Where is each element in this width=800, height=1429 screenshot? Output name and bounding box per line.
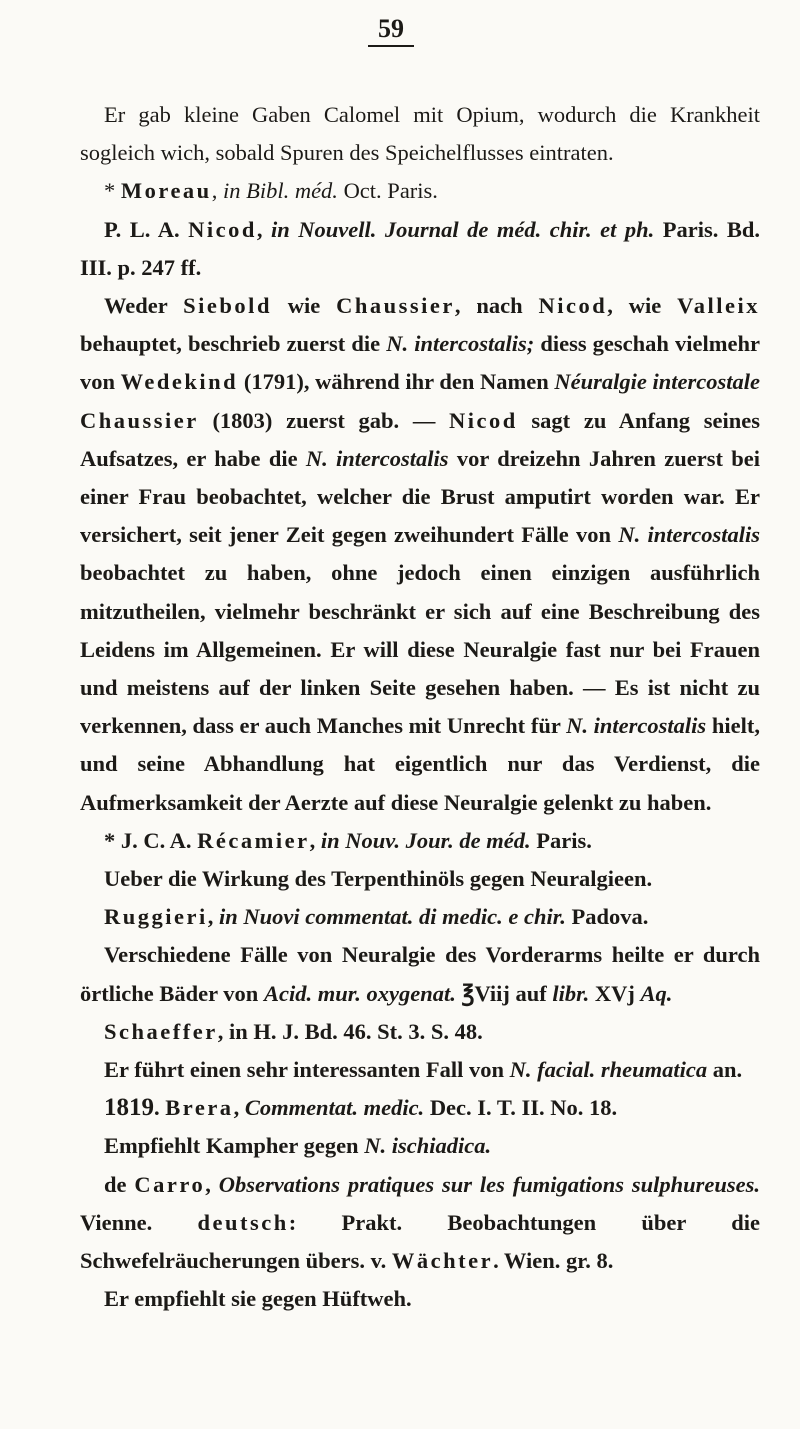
asterisk: * <box>104 178 121 204</box>
author-name: Schaeffer <box>104 1018 218 1044</box>
page-number: 59 <box>368 14 414 47</box>
journal-title: in Nuovi commentat. di medic. e chir. <box>219 904 566 930</box>
author-name: Carro <box>134 1171 206 1197</box>
reference-recamier: * J. C. A. Récamier, in Nouv. Jour. de méd. Paris. <box>104 827 592 853</box>
reference-carro: de Carro, Observations pratiques sur les fumigations sulphureuses. Vienne. deutsch: Prakt. Beobachtungen über die Schwefelräucherungen übers. v. Wächter. Wien. gr. 8. <box>80 1171 761 1274</box>
year-heading: 1819 <box>104 1094 154 1122</box>
remedy-term: Acid. mur. oxygenat. <box>263 980 456 1006</box>
author-name: Wächter <box>391 1248 494 1274</box>
disease-term: N. facial. rheumatica <box>509 1057 708 1083</box>
journal-title: in Nouvell. Journal de méd. chir. et ph. <box>270 216 655 242</box>
disease-term: Néuralgie intercostale <box>554 369 760 395</box>
disease-term: N. ischiadica. <box>364 1133 492 1159</box>
reference-brera: 1819. Brera, Commentat. medic. Dec. I. T. II. No. 18. <box>104 1094 618 1122</box>
author-name: Chaussier <box>336 293 455 319</box>
author-name: Siebold <box>183 293 272 319</box>
reference-moreau: * Moreau, in Bibl. méd. Oct. Paris. <box>104 178 438 204</box>
author-name: Chaussier <box>80 407 199 433</box>
journal-title: in Bibl. méd. <box>222 178 338 204</box>
paragraph-terpenthin: Ueber die Wirkung des Terpenthinöls gegen Neuralgieen. <box>104 866 653 892</box>
disease-term: N. intercostalis; <box>386 331 535 357</box>
paragraph-facial: Er führt einen sehr interessanten Fall von N. facial. rheumatica an. <box>104 1057 743 1083</box>
paragraph-intercostalis: Weder Siebold wie Chaussier, nach Nicod, wie Valleix behauptet, beschrieb zuerst die N. intercostalis; diess geschah vielmehr von Wedekind (1791), während ihr den Namen Néuralgie intercostale Chaussier (1803) zuerst gab. — Nicod sagt zu Anfang seines Aufsatzes, er habe die N. intercostalis vor dreizehn Jahren zuerst bei einer Frau beobachtet, welcher die Brust amputirt worden war. Er versichert, seit jener Zeit gegen zweihundert Fälle von N. intercostalis beobachtet zu haben, ohne jedoch einen einzigen ausführlich mitzutheilen, vielmehr beschränkt er sich auf eine Beschreibung des Leidens im Allgemeinen. Er will diese Neuralgie fast nur bei Frauen und meistens auf der linken Seite gesehen haben. — Es ist nicht zu verkennen, dass er auch Manches mit Unrecht für N. intercostalis hielt, und seine Abhandlung hat eigentlich nur das Verdienst, die Aufmerksamkeit der Aerzte auf diese Neuralgie gelenkt zu haben. <box>80 293 760 815</box>
paragraph-hueftweh: Er empfiehlt sie gegen Hüftweh. <box>104 1286 412 1312</box>
page-body <box>80 96 760 1319</box>
disease-term: N. intercostalis <box>566 713 707 739</box>
reference-schaeffer: Schaeffer, in H. J. Bd. 46. St. 3. S. 48. <box>104 1018 483 1044</box>
author-name: Nicod <box>188 216 257 242</box>
paragraph-calomel <box>80 96 760 172</box>
author-name: Moreau <box>120 178 212 204</box>
paragraph-kampher: Empfiehlt Kampher gegen N. ischiadica. <box>104 1133 492 1159</box>
author-name: Récamier <box>197 827 310 853</box>
author-name: Nicod <box>449 407 518 433</box>
author-name: Wedekind <box>120 369 239 395</box>
language-label: deutsch <box>197 1209 289 1235</box>
journal-title: in Nouv. Jour. de méd. <box>320 827 531 853</box>
author-name: Valleix <box>677 293 760 319</box>
author-name: Brera <box>165 1095 234 1121</box>
disease-term: N. intercostalis <box>618 522 760 548</box>
book-title: Observations pratiques sur les fumigations sulphureuses. <box>218 1171 761 1197</box>
text-run: Er gab kleine Gaben Calomel mit Opium, wodurch die Krankheit sogleich wich, sobald Spuren des Speichelflusses eintraten. <box>80 102 760 166</box>
paragraph-vorderarm: Verschiedene Fälle von Neuralgie des Vorderarms heilte er durch örtliche Bäder von Acid. mur. oxygenat. ℥Viij auf libr. XVj Aq. <box>80 942 760 1006</box>
reference-ruggieri: Ruggieri, in Nuovi commentat. di medic. e chir. Padova. <box>104 904 649 930</box>
disease-term: N. intercostalis <box>305 445 449 471</box>
author-name: Ruggieri <box>104 904 208 930</box>
journal-title: Commentat. medic. <box>244 1095 425 1121</box>
reference-nicod: P. L. A. Nicod, in Nouvell. Journal de méd. chir. et ph. Paris. Bd. III. p. 247 ff. <box>80 216 760 280</box>
author-name: Nicod <box>538 293 608 319</box>
